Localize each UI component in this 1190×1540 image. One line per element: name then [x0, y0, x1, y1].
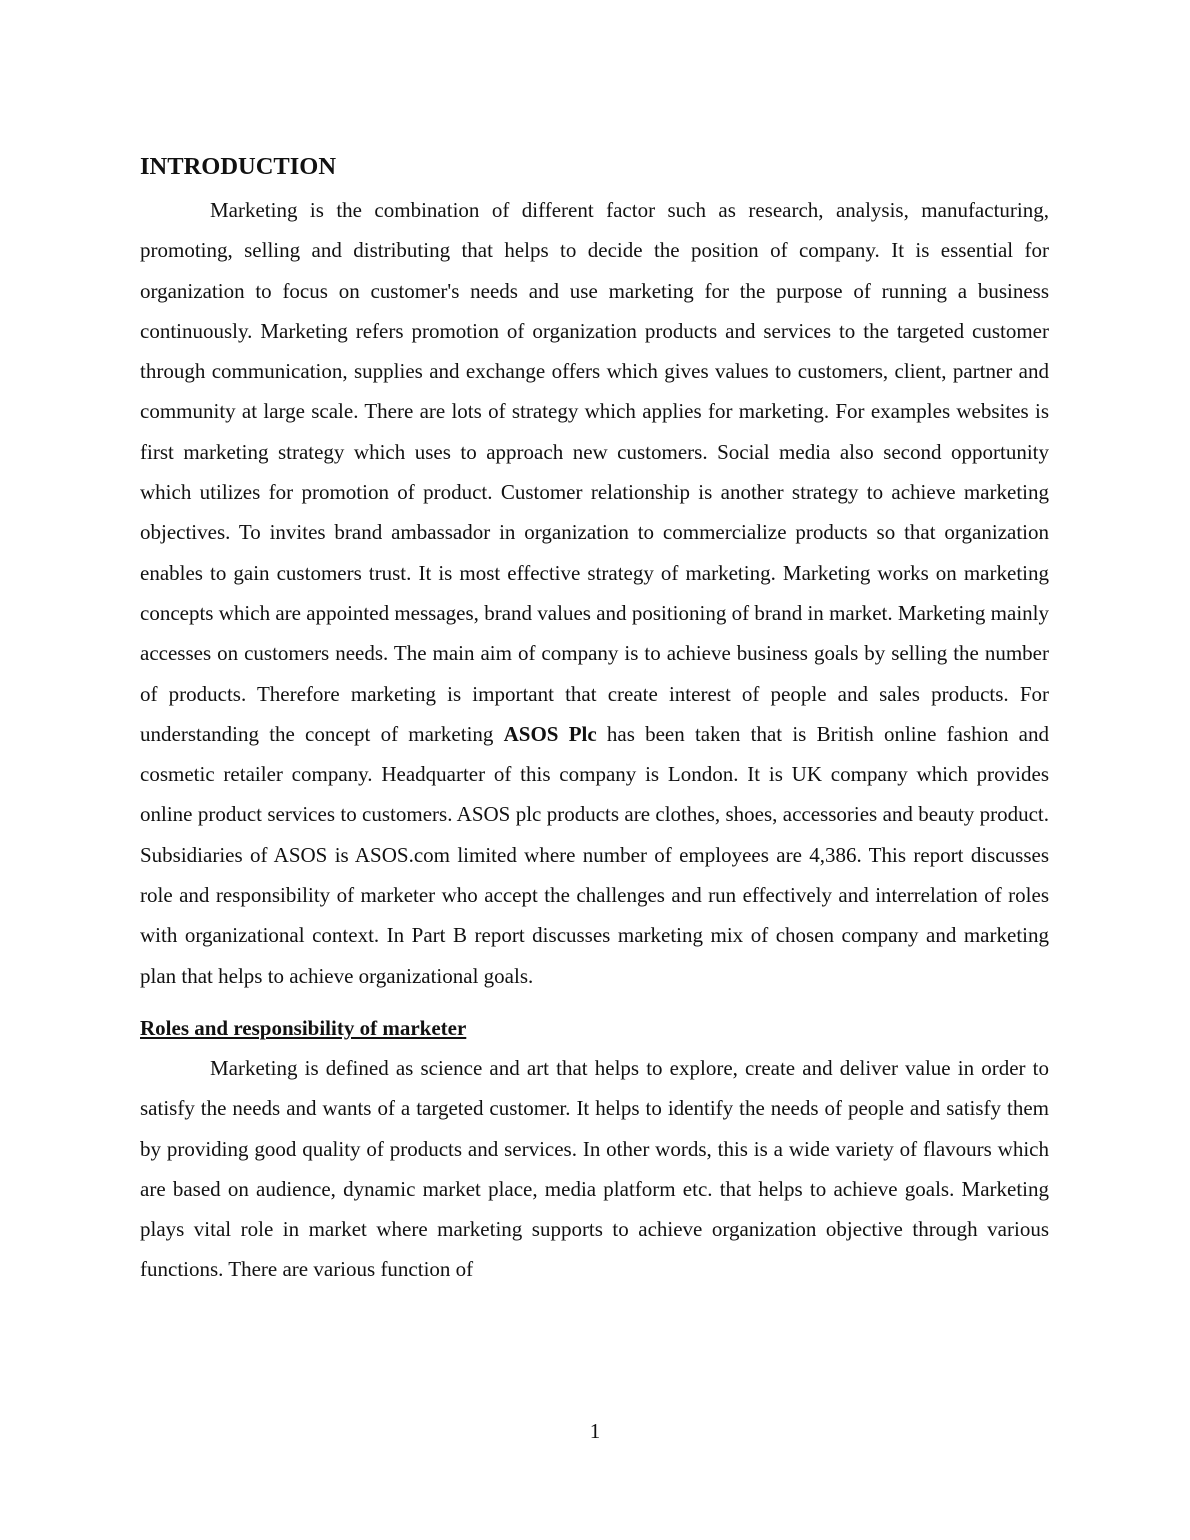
page-number: 1: [589, 1419, 601, 1443]
intro-text-part-2: has been taken that is British online fashion and cosmetic retailer company. Headquarter of this company is London. It is UK company which provides online product services to customers. ASOS plc products are clothes, shoes, accessories and beauty product. Subsidiaries of ASOS is ASOS.com limited where number of employees are 4,386. This report discusses role and responsibility of marketer who accept the challenges and run effectively and interrelation of roles with organizational context. In Part B report discusses marketing mix of chosen company and marketing plan that helps to achieve organizational goals.: [140, 721, 1050, 988]
company-name-bold: ASOS Plc: [503, 721, 597, 746]
intro-text-part-1: Marketing is the combination of different factor such as research, analysis, manufacturing, promoting, selling and distributing that helps to decide the position of company. It is essential for organization to focus on customer's needs and use marketing for the purpose of running a business continuously. Marketing refers promotion of organization products and services to the targeted customer through communication, supplies and exchange offers which gives values to customers, client, partner and community at large scale. There are lots of strategy which applies for marketing. For examples websites is first marketing strategy which uses to approach new customers. Social media also second opportunity which utilizes for promotion of product. Customer relationship is another strategy to achieve marketing objectives. To invites brand ambassador in organization to commercialize products so that organization enables to gain customers trust. It is most effective strategy of marketing. Marketing works on marketing concepts which are appointed messages, brand values and positioning of brand in market. Marketing mainly accesses on customers needs. The main aim of company is to achieve business goals by selling the number of products. Therefore marketing is important that create interest of people and sales products. For understanding the concept of marketing: [140, 198, 1049, 746]
subsection-heading: Roles and responsibility of marketer: [140, 1015, 467, 1040]
section-heading: INTRODUCTION: [140, 153, 337, 180]
intro-paragraph: [140, 190, 1049, 996]
roles-paragraph: Marketing is defined as science and art that helps to explore, create and deliver value in order to satisfy the needs and wants of a targeted customer. It helps to identify the needs of people and satisfy them by providing good quality of products and services. In other words, this is a wide variety of flavours which are based on audience, dynamic market place, media platform etc. that helps to achieve goals. Marketing plays vital role in market where marketing supports to achieve organization objective through various functions. There are various function of: [140, 1055, 1049, 1282]
page-content: [140, 150, 1049, 1290]
